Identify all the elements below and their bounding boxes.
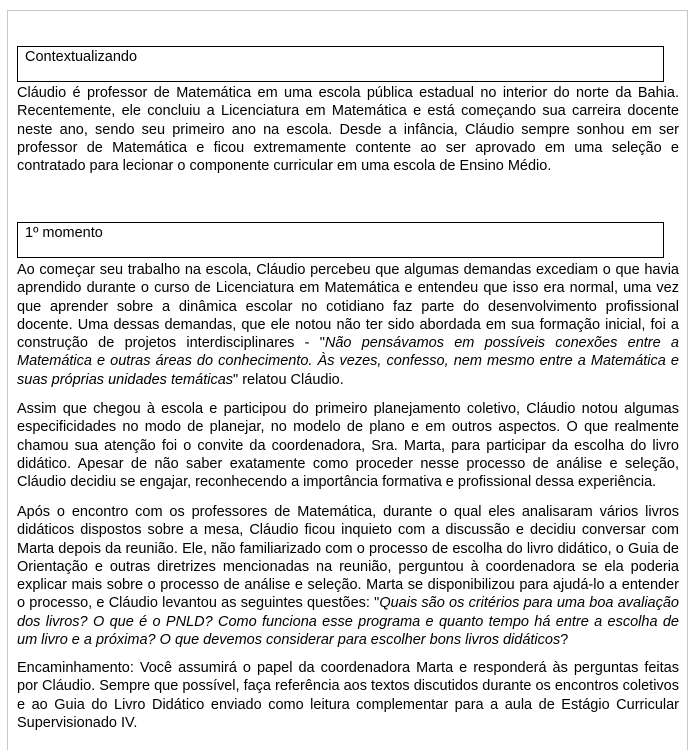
context-paragraph: Cláudio é professor de Matemática em uma escola pública estadual no interior do norte da Bahia. Recentemente, ele concluiu a Licenciatura em Matemática e está começando sua carreira docente neste ano, sendo seu primeiro ano na escola. Desde a infância, Cláudio sempre sonhou em ser professor de Matemática e ficou extremamente contente ao ser aprovado em uma seleção e contratado para lecionar o componente curricular em uma escola de Ensino Médio. (17, 85, 679, 175)
p3-text-end: ? (560, 632, 569, 649)
p3-text-start: Após o encontro com os professores de Matemática, durante o qual eles analisaram vários livros didáticos dispostos sobre a mesa, Cláudio ficou inquieto com a discussão e decidiu conversar com Marta depois da reunião. Ele, não familiarizado com o processo de escolha do livro didático, o Guia de Orientação e outras diretrizes mencionadas na reunião, perguntou à coordenadora se ela poderia explicar mais sobre o processo de análise e seleção. Marta se disponibilizou para ajudá-lo a entender o processo, e Cláudio levantou as seguintes questões: " (17, 504, 679, 612)
moment1-paragraph-1 (17, 261, 679, 389)
p1-text-end: " relatou Cláudio. (233, 371, 344, 388)
section-title-box-context (17, 46, 664, 82)
moment1-paragraph-3 (17, 503, 679, 649)
section-title-context: Contextualizando (25, 49, 138, 65)
section-title-moment1: 1º momento (25, 225, 103, 241)
moment1-paragraph-4: Encaminhamento: Você assumirá o papel da coordenadora Marta e responderá às perguntas feitas por Cláudio. Sempre que possível, faça referência aos textos discutidos durante os encontros coletivos e ao Guia do Livro Didático enviado como leitura complementar para a aula de Estágio Curricular Supervisionado IV. (17, 660, 679, 731)
moment1-paragraph-2: Assim que chegou à escola e participou do primeiro planejamento coletivo, Cláudio notou algumas especificidades no modo de planejar, no modelo de plano e em outros aspectos. O que realmente chamou sua atenção foi o convite da coordenadora, Sra. Marta, para participar da escolha do livro didático. Apesar de não saber exatamente como proceder nesse processo de análise e seleção, Cláudio decidiu se engajar, reconhecendo a importância formativa e profissional dessa experiência. (17, 401, 679, 491)
section-title-box-moment1 (17, 222, 664, 258)
p1-text-start: Ao começar seu trabalho na escola, Cláudio percebeu que algumas demandas excediam o que havia aprendido durante o curso de Licenciatura em Matemática e entendeu que isso era normal, uma vez que aprender sobre a dinâmica escolar no cotidiano faz parte do desenvolvimento profissional docente. Uma dessas demandas, que ele notou não ter sido abordada em sua formação inicial, foi a construção de projetos interdisciplinares - " (17, 262, 679, 352)
p1-quote: Não pensávamos em possíveis conexões entre a Matemática e outras áreas do conhecimento. Às vezes, confesso, nem mesmo entre a Matemática e suas próprias unidades temáticas (17, 335, 679, 388)
p3-quote: Quais são os critérios para uma boa avaliação dos livros? O que é o PNLD? Como funciona esse programa e quanto tempo há entre a escolha de um livro e a próxima? O que devemos considerar para escolher bons livros didáticos (17, 595, 679, 649)
